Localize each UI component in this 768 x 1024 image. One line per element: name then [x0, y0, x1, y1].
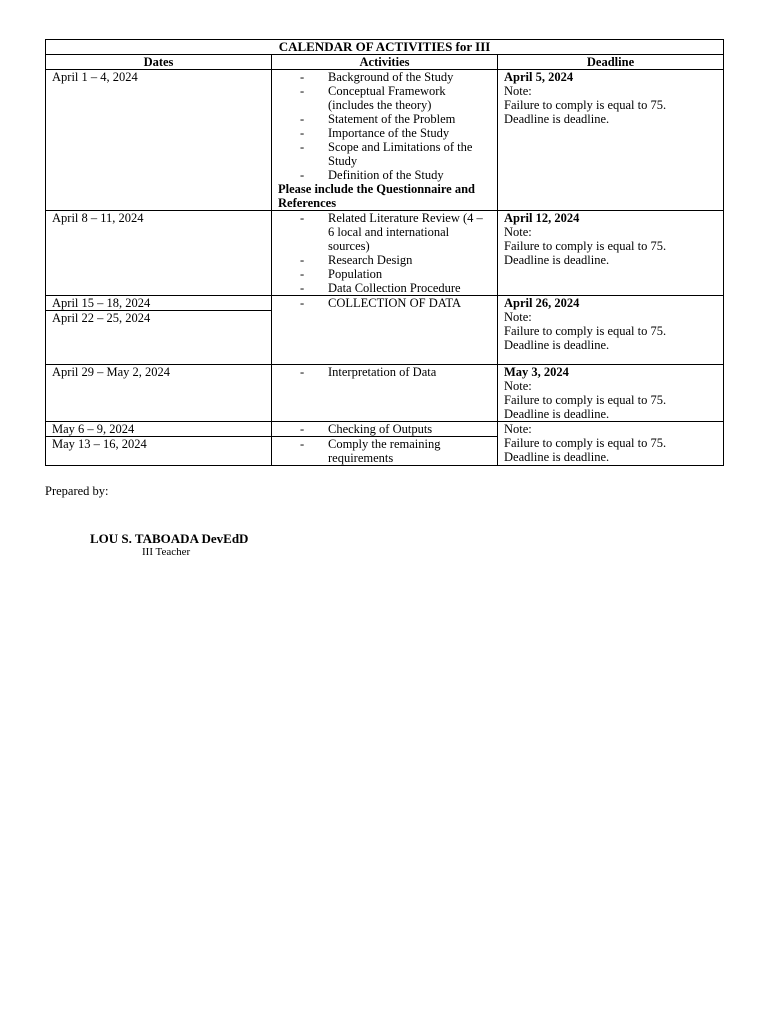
table-row — [46, 211, 724, 296]
activity-list — [278, 365, 491, 379]
note-label: Note: — [504, 379, 532, 393]
calendar-table — [45, 39, 724, 466]
activity-list — [278, 437, 491, 465]
note-label: Note: — [504, 225, 532, 239]
list-item: - Checking of Outputs — [300, 422, 433, 436]
activity-list — [278, 296, 491, 310]
dates-cell: April 1 – 4, 2024 — [46, 70, 272, 211]
note-label: Note: — [504, 310, 532, 324]
list-item: - Statement of the Problem — [300, 112, 456, 126]
activities-cell — [272, 422, 498, 437]
activities-header: Activities — [272, 55, 498, 70]
activity-list — [278, 70, 491, 182]
activities-cell — [272, 365, 498, 422]
deadline-cell — [498, 70, 724, 211]
list-item: - Scope and Limitations of the Study — [300, 140, 473, 168]
note-line: Failure to comply is equal to 75. — [504, 324, 667, 338]
activity-list — [278, 422, 491, 436]
deadline-date: April 26, 2024 — [504, 296, 580, 310]
deadline-date: April 12, 2024 — [504, 211, 580, 225]
note-label: Note: — [504, 84, 532, 98]
activities-cell — [272, 437, 498, 466]
list-item: - Conceptual Framework (includes the theory) — [300, 84, 446, 112]
list-item: - Research Design — [300, 253, 413, 267]
table-row — [46, 365, 724, 422]
dates-header: Dates — [46, 55, 272, 70]
deadline-cell — [498, 296, 724, 365]
list-item: - COLLECTION OF DATA — [300, 296, 462, 310]
table-row — [46, 70, 724, 211]
table-row — [46, 422, 724, 437]
deadline-header: Deadline — [498, 55, 724, 70]
list-item: - Background of the Study — [300, 70, 454, 84]
list-item: - Definition of the Study — [300, 168, 444, 182]
list-item: - Data Collection Procedure — [300, 281, 461, 295]
note-line: Failure to comply is equal to 75. — [504, 436, 667, 450]
activities-cell — [272, 211, 498, 296]
activities-note: Please include the Questionnaire and References — [278, 182, 476, 210]
prepared-by-label: Prepared by: — [45, 484, 109, 498]
note-line: Deadline is deadline. — [504, 112, 610, 126]
signatory-role: III Teacher — [142, 546, 191, 558]
note-line: Failure to comply is equal to 75. — [504, 98, 667, 112]
deadline-date: May 3, 2024 — [504, 365, 569, 379]
list-item: - Comply the remaining requirements — [300, 437, 441, 465]
table-row — [46, 296, 724, 311]
activity-list — [278, 211, 491, 295]
deadline-cell — [498, 365, 724, 422]
note-line: Deadline is deadline. — [504, 338, 610, 352]
deadline-cell — [498, 211, 724, 296]
deadline-date: April 5, 2024 — [504, 70, 574, 84]
list-item: - Related Literature Review (4 – 6 local and international sources) — [300, 211, 483, 253]
note-line: Deadline is deadline. — [504, 253, 610, 267]
dates-cell: April 8 – 11, 2024 — [46, 211, 272, 296]
note-line: Failure to comply is equal to 75. — [504, 393, 667, 407]
activities-cell — [272, 296, 498, 365]
table-title: CALENDAR OF ACTIVITIES for III — [46, 40, 724, 55]
note-line: Deadline is deadline. — [504, 407, 610, 421]
signatory-name: LOU S. TABOADA DevEdD — [90, 531, 249, 546]
deadline-cell — [498, 422, 724, 466]
activities-cell — [272, 70, 498, 211]
dates-cell: May 13 – 16, 2024 — [46, 437, 272, 466]
dates-cell: April 15 – 18, 2024 — [46, 296, 272, 311]
list-item: - Interpretation of Data — [300, 365, 437, 379]
dates-cell: April 29 – May 2, 2024 — [46, 365, 272, 422]
list-item: - Importance of the Study — [300, 126, 450, 140]
dates-cell: May 6 – 9, 2024 — [46, 422, 272, 437]
note-line: Deadline is deadline. — [504, 450, 610, 464]
note-label: Note: — [504, 422, 532, 436]
dates-cell: April 22 – 25, 2024 — [46, 311, 272, 365]
list-item: - Population — [300, 267, 383, 281]
note-line: Failure to comply is equal to 75. — [504, 239, 667, 253]
